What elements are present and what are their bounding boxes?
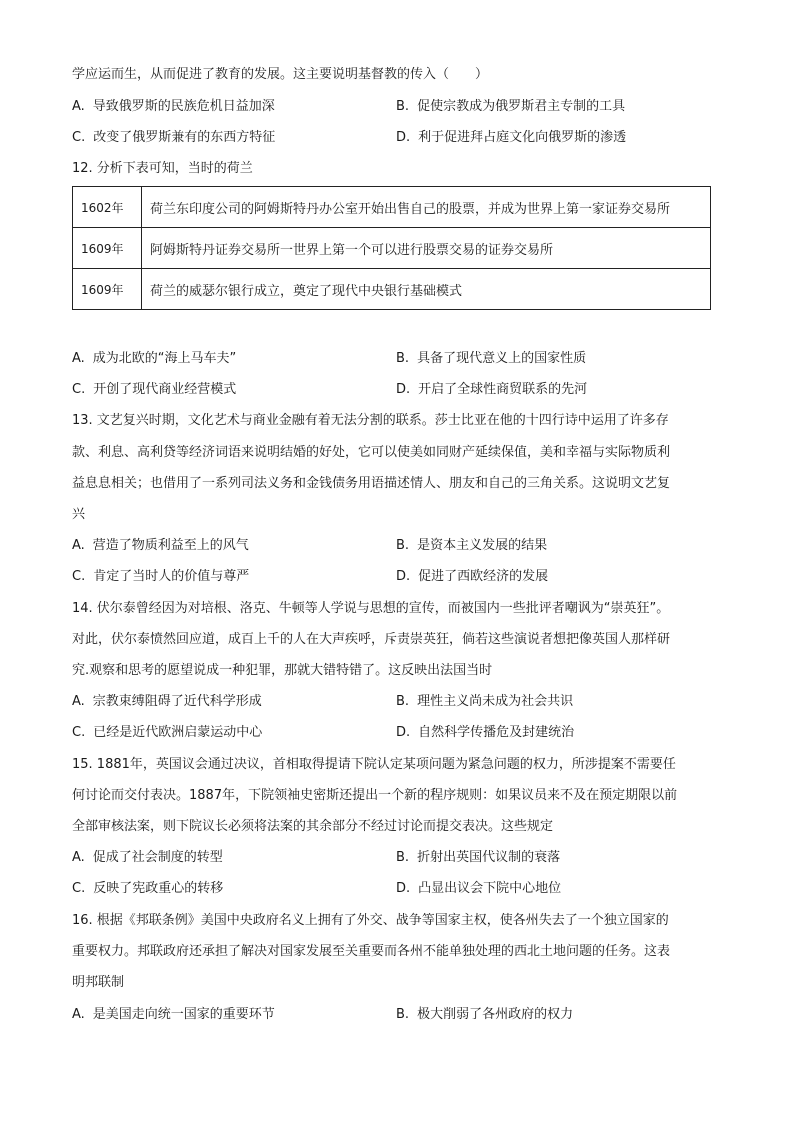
table-event-cell: 阿姆斯特丹证券交易所一世界上第一个可以进行股票交易的证券交易所: [142, 228, 711, 269]
q11-option-d: [396, 129, 626, 147]
option-label: C.: [72, 881, 86, 896]
q15-option-d: [396, 880, 561, 898]
option-text: 理性主义尚未成为社会共识: [417, 694, 574, 709]
option-text: 肯定了当时人的价值与尊严: [93, 569, 250, 584]
option-label: C.: [72, 569, 86, 584]
q12-table: [72, 186, 711, 310]
q13-stem-line: 益息息相关；也借用了一系列司法义务和金钱债务用语描述情人、朋友和自己的三角关系。这说明文艺复: [72, 476, 671, 491]
option-label: D.: [396, 382, 411, 397]
option-text: 成为北欧的“海上马车夫”: [92, 351, 237, 366]
option-label: D.: [396, 881, 411, 896]
option-text: 是美国走向统一国家的重要环节: [92, 1007, 275, 1022]
table-row: [73, 269, 711, 310]
q16-stem-line: 重要权力。邦联政府还承担了解决对国家发展至关重要而各州不能单独处理的西北土地问题的任务。这表: [72, 944, 671, 959]
option-text: 开启了全球性商贸联系的先河: [418, 382, 588, 397]
option-label: D.: [396, 725, 411, 740]
q16-option-a: [72, 1006, 275, 1024]
option-label: C.: [72, 130, 86, 145]
table-year-cell: 1609年: [73, 269, 142, 310]
option-label: A.: [72, 351, 85, 366]
q12-option-d: [396, 381, 587, 399]
option-label: C.: [72, 725, 86, 740]
table-year-cell: 1602年: [73, 187, 142, 228]
q15-option-a: [72, 849, 223, 867]
option-text: 利于促进拜占庭文化向俄罗斯的渗透: [418, 130, 627, 145]
q11-option-b: [396, 98, 625, 116]
option-label: D.: [396, 569, 411, 584]
q11-stem: 学应运而生，从而促进了教育的发展。这主要说明基督教的传入（ ）: [72, 67, 489, 82]
q13-stem-line: 13. 文艺复兴时期，文化艺术与商业金融有着无法分割的联系。莎士比亚在他的十四行诗中运用了许多存: [72, 413, 669, 428]
option-text: 折射出英国代议制的衰落: [417, 850, 561, 865]
option-text: 凸显出议会下院中心地位: [418, 881, 562, 896]
option-text: 反映了宪政重心的转移: [93, 881, 224, 896]
option-label: A.: [72, 850, 85, 865]
option-label: B.: [396, 351, 410, 366]
q16-stem-line: 16. 根据《邦联条例》美国中央政府名义上拥有了外交、战争等国家主权，使各州失去了一个独立国家的: [72, 913, 669, 928]
q15-stem-line: 15. 1881年，英国议会通过决议，首相取得提请下院认定某项问题为紧急问题的权力，所涉提案不需要任: [72, 757, 676, 772]
option-label: B.: [396, 694, 410, 709]
option-text: 营造了物质利益至上的风气: [92, 538, 249, 553]
q14-option-b: [396, 693, 573, 711]
option-label: C.: [72, 382, 86, 397]
q13-option-a: [72, 537, 249, 555]
option-label: D.: [396, 130, 411, 145]
option-text: 促使宗教成为俄罗斯君主专制的工具: [417, 99, 626, 114]
option-text: 具备了现代意义上的国家性质: [417, 351, 587, 366]
q13-option-d: [396, 568, 548, 586]
q13-option-c: [72, 568, 249, 586]
option-label: B.: [396, 99, 410, 114]
option-text: 已经是近代欧洲启蒙运动中心: [93, 725, 263, 740]
table-event-cell: 荷兰的威瑟尔银行成立，奠定了现代中央银行基础模式: [142, 269, 711, 310]
option-text: 促成了社会制度的转型: [92, 850, 223, 865]
q12-option-c: [72, 381, 236, 399]
option-text: 是资本主义发展的结果: [417, 538, 548, 553]
option-text: 改变了俄罗斯兼有的东西方特征: [93, 130, 276, 145]
q13-option-b: [396, 537, 547, 555]
q16-stem-line: 明邦联制: [72, 975, 125, 990]
option-text: 宗教束缚阻碍了近代科学形成: [92, 694, 262, 709]
q11-option-a: [72, 98, 275, 116]
q13-stem-line: 兴: [72, 507, 86, 522]
option-label: A.: [72, 1007, 85, 1022]
q14-option-c: [72, 724, 262, 742]
q14-stem-line: 14. 伏尔泰曾经因为对培根、洛克、牛顿等人学说与思想的宣传，而被国内一些批评者嘲讽为“崇英狂”。: [72, 601, 670, 616]
table-row: [73, 228, 711, 269]
option-text: 促进了西欧经济的发展: [418, 569, 549, 584]
table-year-cell: 1609年: [73, 228, 142, 269]
q11-option-c: [72, 129, 275, 147]
option-label: A.: [72, 99, 85, 114]
option-text: 导致俄罗斯的民族危机日益加深: [92, 99, 275, 114]
option-label: B.: [396, 1007, 410, 1022]
q12-option-a: [72, 350, 236, 368]
q13-stem-line: 款、利息、高利贷等经济词语来说明结婚的好处，它可以使美如同财产延续保值，美和幸福与实际物质利: [72, 445, 671, 460]
q12-stem: 12. 分析下表可知，当时的荷兰: [72, 161, 253, 176]
option-text: 自然科学传播危及封建统治: [418, 725, 575, 740]
q12-option-b: [396, 350, 586, 368]
table-row: [73, 187, 711, 228]
q14-option-a: [72, 693, 262, 711]
q15-stem-line: 全部审核法案，则下院议长必须将法案的其余部分不经过讨论而提交表决。这些规定: [72, 819, 554, 834]
q15-option-c: [72, 880, 223, 898]
table-event-cell: 荷兰东印度公司的阿姆斯特丹办公室开始出售自己的股票，并成为世界上第一家证券交易所: [142, 187, 711, 228]
option-text: 开创了现代商业经营模式: [93, 382, 237, 397]
q16-option-b: [396, 1006, 573, 1024]
q14-stem-line: 究.观察和思考的愿望说成一种犯罪，那就大错特错了。这反映出法国当时: [72, 663, 493, 678]
option-label: B.: [396, 538, 410, 553]
q14-option-d: [396, 724, 574, 742]
option-label: A.: [72, 538, 85, 553]
option-label: B.: [396, 850, 410, 865]
option-label: A.: [72, 694, 85, 709]
option-text: 极大削弱了各州政府的权力: [417, 1007, 574, 1022]
q15-option-b: [396, 849, 560, 867]
q15-stem-line: 何讨论而交付表决。1887年，下院领袖史密斯还提出一个新的程序规则：如果议员来不及在预定期限以前: [72, 788, 678, 803]
q14-stem-line: 对此，伏尔泰愤然回应道，成百上千的人在大声疾呼，斥责崇英狂，倘若这些演说者想把像英国人那样研: [72, 632, 671, 647]
